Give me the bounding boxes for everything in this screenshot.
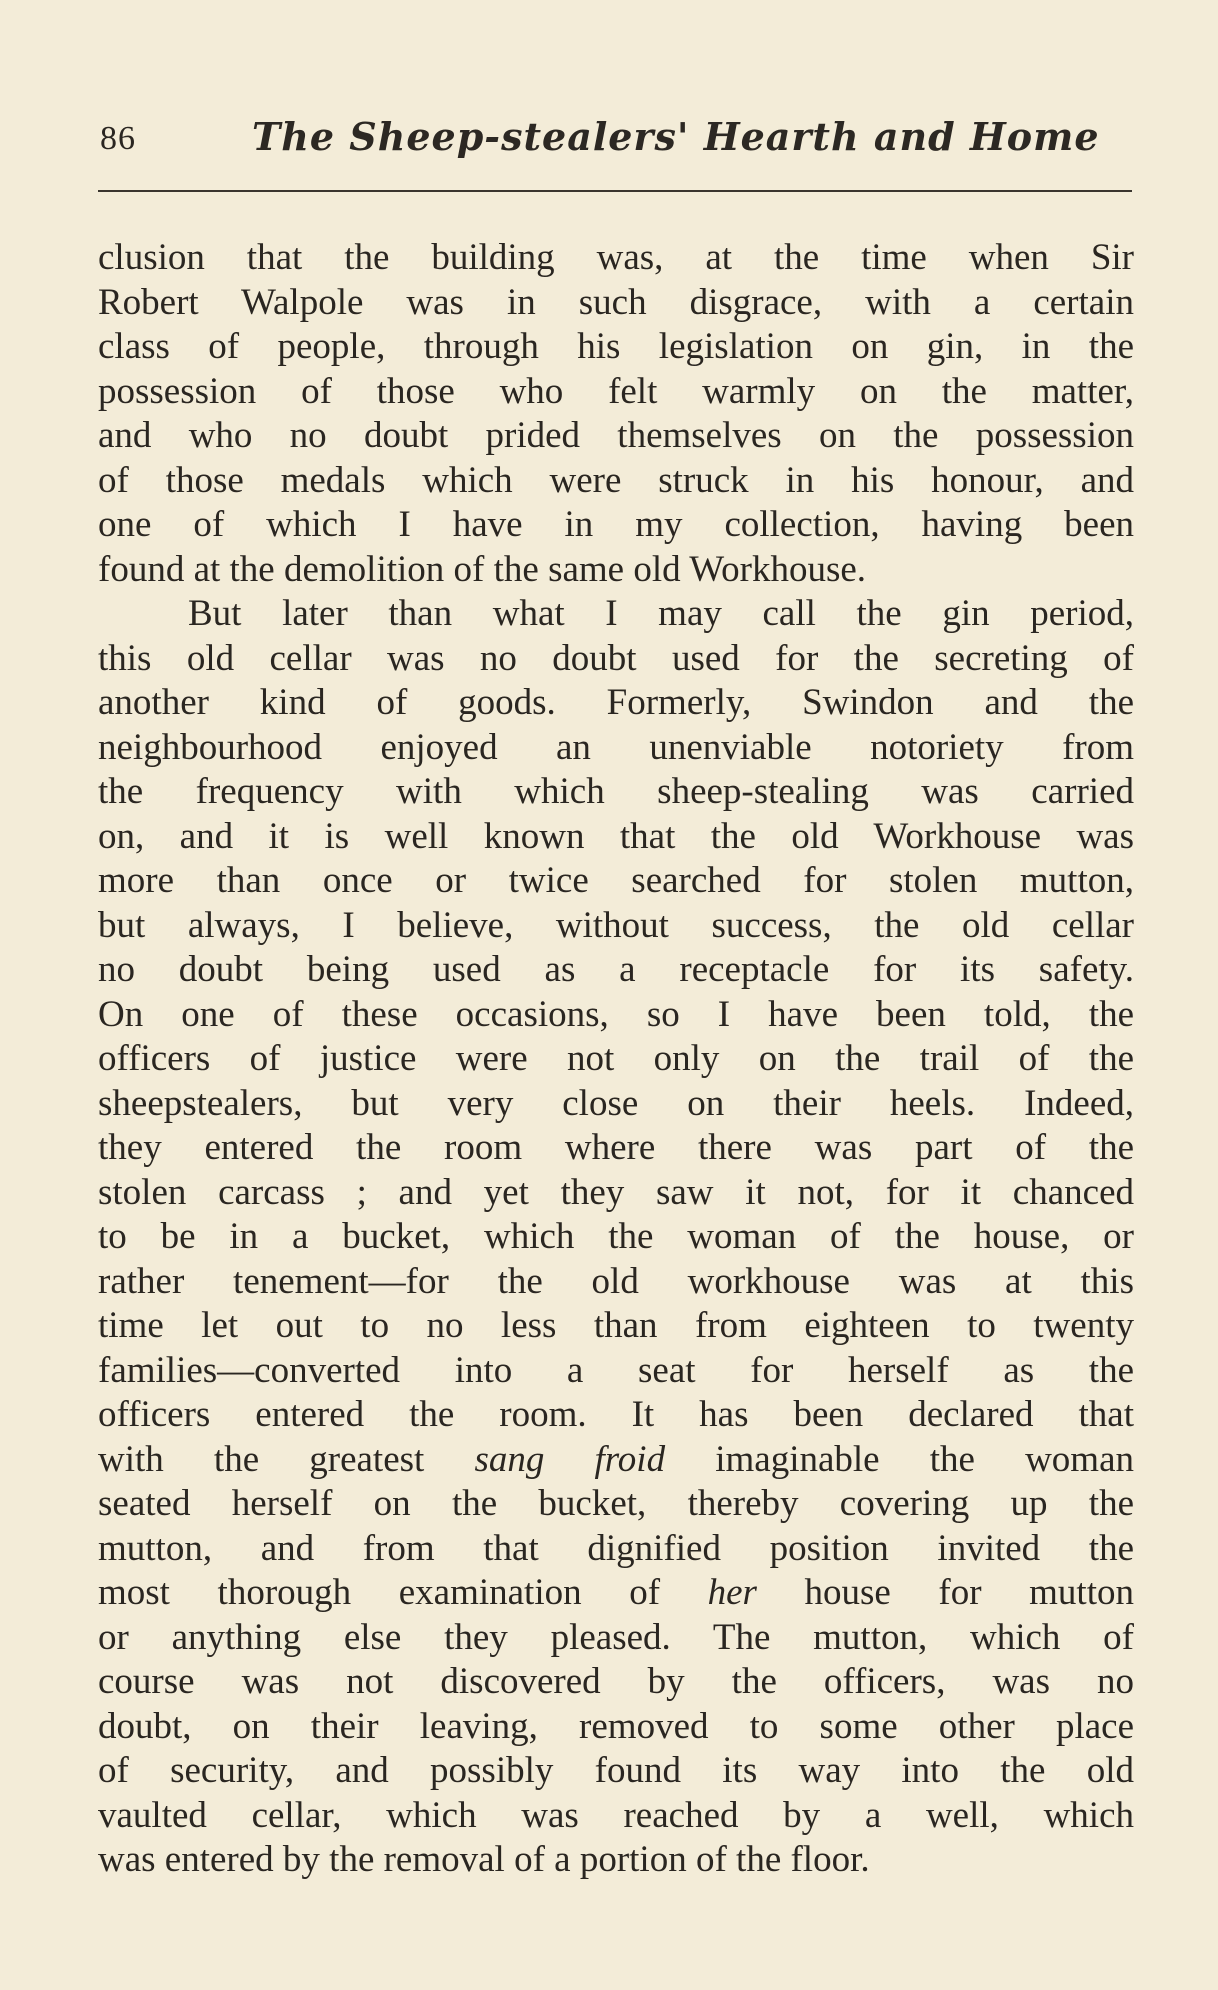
- text-line: to be in a bucket, which the woman of the house, or: [98, 1216, 1134, 1257]
- text-line: stolen carcass ; and yet they saw it not, for it chanced: [98, 1171, 1134, 1213]
- text-line: another kind of goods. Formerly, Swindon and the: [98, 682, 1134, 723]
- text-line: more than once or twice searched for stolen mutton,: [98, 860, 1134, 901]
- text-line: possession of those who felt warmly on the matter,: [98, 370, 1134, 412]
- text-segment: with the greatest: [98, 1438, 475, 1480]
- text-line: But later than what I may call the gin period,: [188, 593, 1134, 634]
- page-number: 86: [100, 120, 136, 157]
- text-line: rather tenement—for the old workhouse was at this: [98, 1260, 1134, 1302]
- text-line: no doubt being used as a receptacle for its safety.: [98, 949, 1134, 990]
- text-line: doubt, on their leaving, removed to some other place: [98, 1705, 1134, 1747]
- text-line: officers entered the room. It has been declared that: [98, 1394, 1134, 1435]
- body-text: [98, 236, 1134, 1883]
- text-line: they entered the room where there was part of the: [98, 1127, 1134, 1168]
- text-line: this old cellar was no doubt used for the secreting of: [98, 637, 1134, 679]
- text-line: class of people, through his legislation on gin, in the: [98, 326, 1134, 367]
- page-header: [100, 114, 1132, 170]
- text-line: seated herself on the bucket, thereby covering up the: [98, 1483, 1134, 1524]
- text-line: the frequency with which sheep-stealing was carried: [98, 771, 1134, 812]
- running-title: The Sheep-stealers' Hearth and Home: [252, 114, 1100, 159]
- text-line: vaulted cellar, which was reached by a well, which: [98, 1794, 1134, 1836]
- text-segment: house for mutton: [756, 1572, 1134, 1613]
- text-line: but always, I believe, without success, the old cellar: [98, 904, 1134, 946]
- italic-word: her: [707, 1572, 757, 1613]
- text-line: on, and it is well known that the old Workhouse was: [98, 815, 1134, 857]
- text-line: of security, and possibly found its way into the old: [98, 1750, 1134, 1791]
- text-segment: imaginable the woman: [665, 1438, 1135, 1480]
- text-line: [98, 1438, 1134, 1483]
- text-line: and who no doubt prided themselves on the possession: [98, 415, 1134, 456]
- text-line: families—converted into a seat for herself as the: [98, 1349, 1134, 1391]
- header-divider: [98, 190, 1132, 192]
- text-line: one of which I have in my collection, having been: [98, 504, 1134, 545]
- text-line: officers of justice were not only on the trail of the: [98, 1038, 1134, 1079]
- text-line: [98, 1571, 1134, 1616]
- text-line: neighbourhood enjoyed an unenviable notoriety from: [98, 726, 1134, 768]
- text-line: mutton, and from that dignified position invited the: [98, 1527, 1134, 1569]
- text-line: time let out to no less than from eighteen to twenty: [98, 1305, 1134, 1346]
- text-line: was entered by the removal of a portion of the floor.: [98, 1839, 870, 1880]
- italic-phrase: sang froid: [474, 1438, 666, 1480]
- text-line: course was not discovered by the officers, was no: [98, 1661, 1134, 1702]
- text-line: Robert Walpole was in such disgrace, with a certain: [98, 281, 1134, 323]
- text-line: On one of these occasions, so I have been told, the: [98, 993, 1134, 1035]
- text-line: clusion that the building was, at the time when Sir: [98, 237, 1134, 278]
- paragraph-1: [98, 236, 1134, 592]
- text-segment: most thorough examination of: [98, 1572, 708, 1613]
- paragraph-2: [98, 592, 1134, 1883]
- text-line: of those medals which were struck in his honour, and: [98, 459, 1134, 501]
- text-line: or anything else they pleased. The mutton, which of: [98, 1616, 1134, 1658]
- text-line: sheepstealers, but very close on their heels. Indeed,: [98, 1082, 1134, 1124]
- text-line: found at the demolition of the same old Workhouse.: [98, 548, 867, 590]
